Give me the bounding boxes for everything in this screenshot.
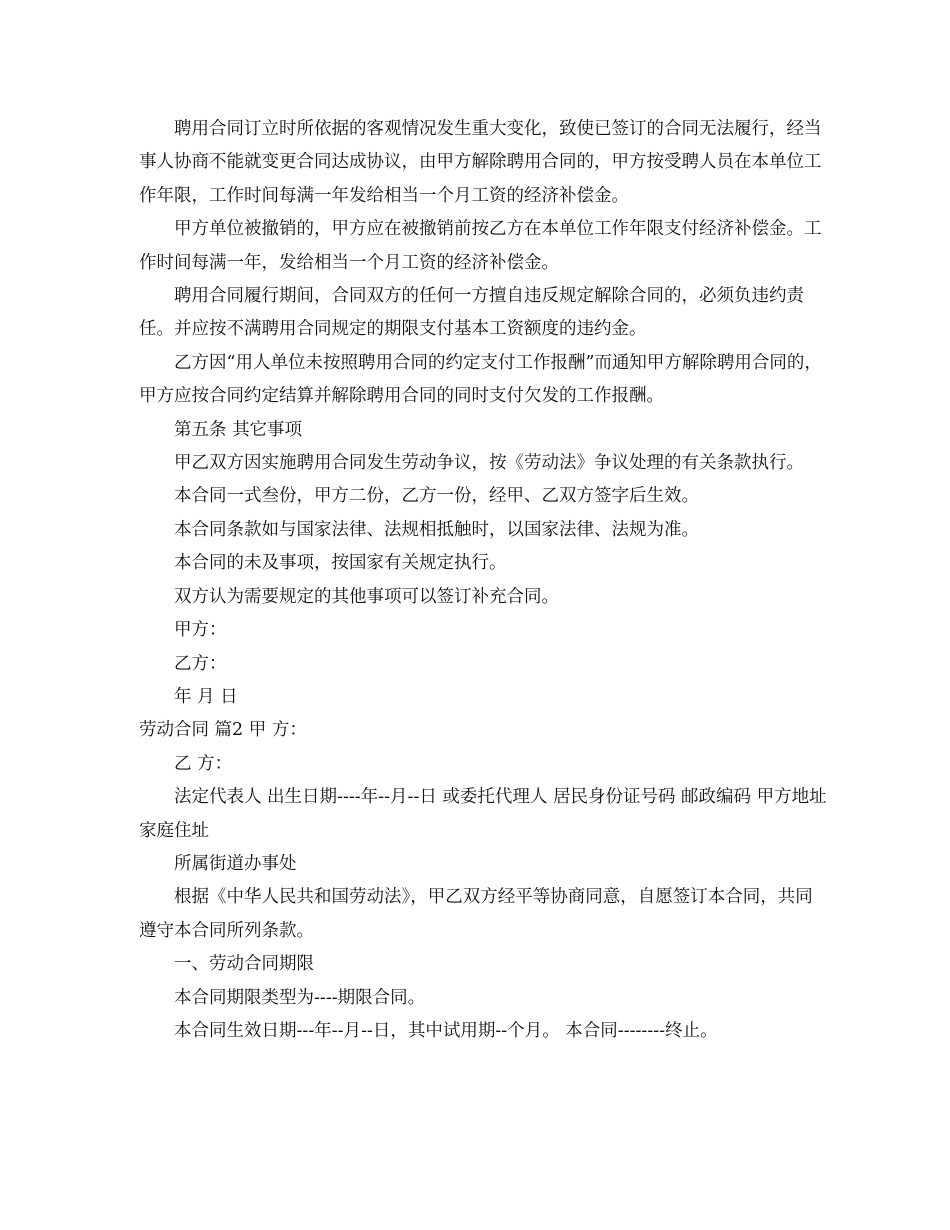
paragraph: 第五条 其它事项 [174,419,303,440]
paragraph: 本合同条款如与国家法律、法规相抵触时，以国家法律、法规为准。 [174,519,699,540]
paragraph: 本合同期限类型为----期限合同。 [174,987,426,1008]
paragraph: 甲乙双方因实施聘用合同发生劳动争议，按《劳动法》争议处理的有关条款执行。 [174,453,804,474]
paragraph: 乙方因“用人单位未按照聘用合同的约定支付工作报酬”而通知甲方解除聘用合同的，甲方应按合同约定结算并解除聘用合同的同时支付欠发的工作报酬。 [139,352,822,407]
paragraph: 劳动合同 篇2 甲 方： [139,720,307,741]
paragraph: 本合同生效日期---年--月--日，其中试用期--个月。 本合同--------终止。 [174,1020,718,1041]
paragraph: 所属街道办事处 [174,853,297,874]
paragraph: 双方认为需要规定的其他事项可以签订补充合同。 [174,586,559,607]
paragraph: 本合同一式叁份，甲方二份，乙方一份，经甲、乙双方签字后生效。 [174,486,699,507]
paragraph: 法定代表人 出生日期----年--月--日 或委托代理人 居民身份证号码 邮政编码 甲方地址 家庭住址 [139,787,833,841]
paragraph: 乙方： [174,653,227,674]
paragraph: 根据《中华人民共和国劳动法》，甲乙双方经平等协商同意，自愿签订本合同，共同遵守本合同所列条款。 [139,887,813,941]
paragraph: 一、劳动合同期限 [174,954,314,975]
paragraph: 甲方单位被撤销的，甲方应在被撤销前按乙方在本单位工作年限支付经济补偿金。工作时间每满一年，发给相当一个月工资的经济补偿金。 [139,219,822,273]
paragraph: 聘用合同订立时所依据的客观情况发生重大变化，致使已签订的合同无法履行，经当事人协商不能就变更合同达成协议，由甲方解除聘用合同的，甲方按受聘人员在本单位工作年限，工作时间每满一年发给相当一个月工资的经济补偿金。 [139,119,822,206]
document-body [139,113,833,1048]
paragraph: 甲方： [174,620,227,641]
paragraph: 本合同的未及事项，按国家有关规定执行。 [174,553,507,574]
paragraph: 乙 方： [174,753,233,774]
paragraph: 年 月 日 [174,686,238,707]
paragraph: 聘用合同履行期间，合同双方的任何一方擅自违反规定解除合同的，必须负违约责任。并应按不满聘用合同规定的期限支付基本工资额度的违约金。 [139,286,804,340]
